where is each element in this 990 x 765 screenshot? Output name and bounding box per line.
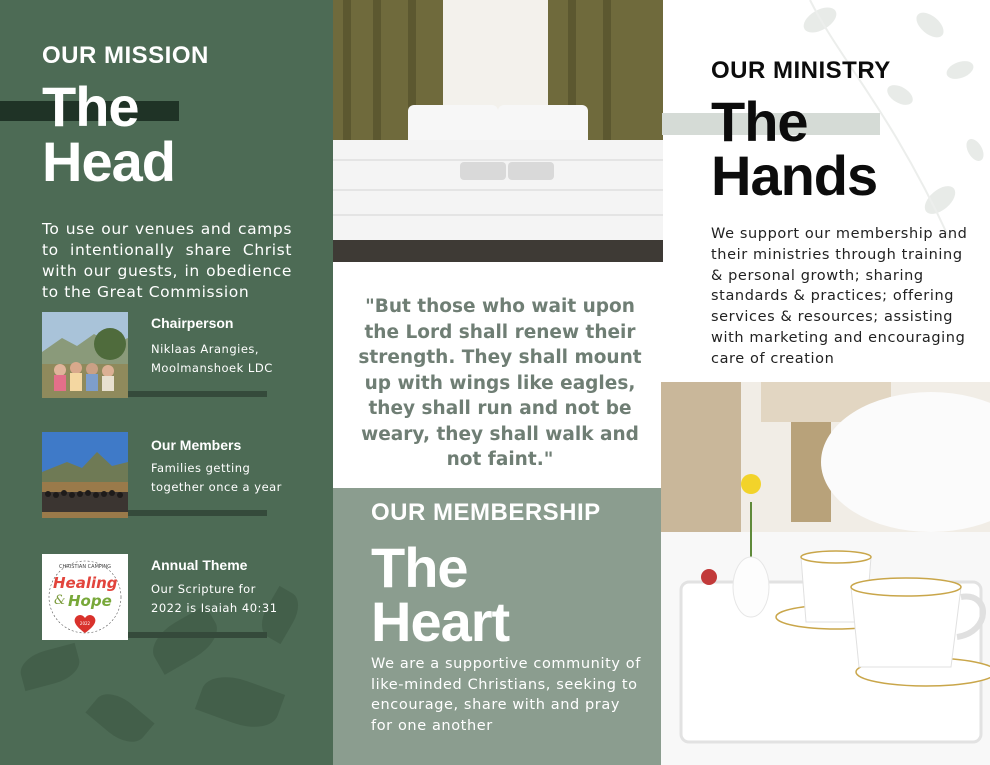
svg-text:Hope: Hope bbox=[68, 592, 112, 610]
mission-title-line1: The bbox=[42, 75, 139, 138]
members-description-line1: Families getting bbox=[151, 461, 251, 475]
healing-hope-logo bbox=[42, 554, 128, 640]
svg-text:&: & bbox=[54, 593, 66, 608]
members-underline bbox=[128, 510, 267, 516]
ministry-title-line2: Hands bbox=[711, 144, 878, 207]
mission-title-line2: Head bbox=[42, 130, 175, 193]
ministry-statement: We support our membership and their ministries through training & personal growth; sharing standards & practices; offering services & resources; assisting with marketing and encouraging care of creation bbox=[711, 226, 968, 367]
chairperson-name-line2: Moolmanshoek LDC bbox=[151, 361, 273, 375]
theme-underline bbox=[128, 632, 267, 638]
theme-scripture bbox=[151, 580, 321, 618]
svg-text:Healing: Healing bbox=[53, 574, 118, 592]
chairperson-photo bbox=[42, 312, 128, 398]
chairperson-name-line1: Niklaas Arangies, bbox=[151, 342, 260, 356]
theme-title: Annual Theme bbox=[151, 557, 248, 573]
ministry-eyebrow: OUR MINISTRY bbox=[711, 57, 891, 84]
membership-eyebrow: OUR MEMBERSHIP bbox=[371, 499, 601, 526]
leaf-decoration bbox=[17, 643, 84, 691]
scripture-quote: "But those who wait upon the Lord shall renew their strength. They shall mount up with wings like eagles, they shall run and not be weary, they shall walk and not faint." bbox=[358, 296, 642, 470]
svg-text:CHRISTIAN CAMPING: CHRISTIAN CAMPING bbox=[59, 564, 111, 570]
chairperson-name bbox=[151, 340, 321, 378]
membership-title-line1: The bbox=[371, 536, 468, 599]
bedroom-photo bbox=[333, 0, 663, 262]
members-description bbox=[151, 459, 321, 497]
leaf-decoration bbox=[195, 668, 285, 737]
members-description-line2: together once a year bbox=[151, 480, 282, 494]
members-photo bbox=[42, 432, 128, 518]
mission-eyebrow: OUR MISSION bbox=[42, 42, 209, 69]
membership-statement: We are a supportive community of like-minded Christians, seeking to encourage, share with and pray for one another bbox=[371, 656, 641, 734]
theme-scripture-line2: 2022 is Isaiah 40:31 bbox=[151, 601, 278, 615]
mission-statement: To use our venues and camps to intentionally share Christ with our guests, in obedience to the Great Commission bbox=[42, 220, 292, 301]
svg-text:2022: 2022 bbox=[79, 621, 91, 626]
chairperson-title: Chairperson bbox=[151, 315, 234, 331]
ministry-title-line1: The bbox=[711, 90, 808, 153]
membership-title-line2: Heart bbox=[371, 590, 510, 653]
leaf-decoration bbox=[85, 685, 154, 751]
members-title: Our Members bbox=[151, 437, 242, 453]
tea-tray-photo bbox=[661, 382, 990, 765]
chairperson-underline bbox=[128, 391, 267, 397]
theme-scripture-line1: Our Scripture for bbox=[151, 582, 256, 596]
